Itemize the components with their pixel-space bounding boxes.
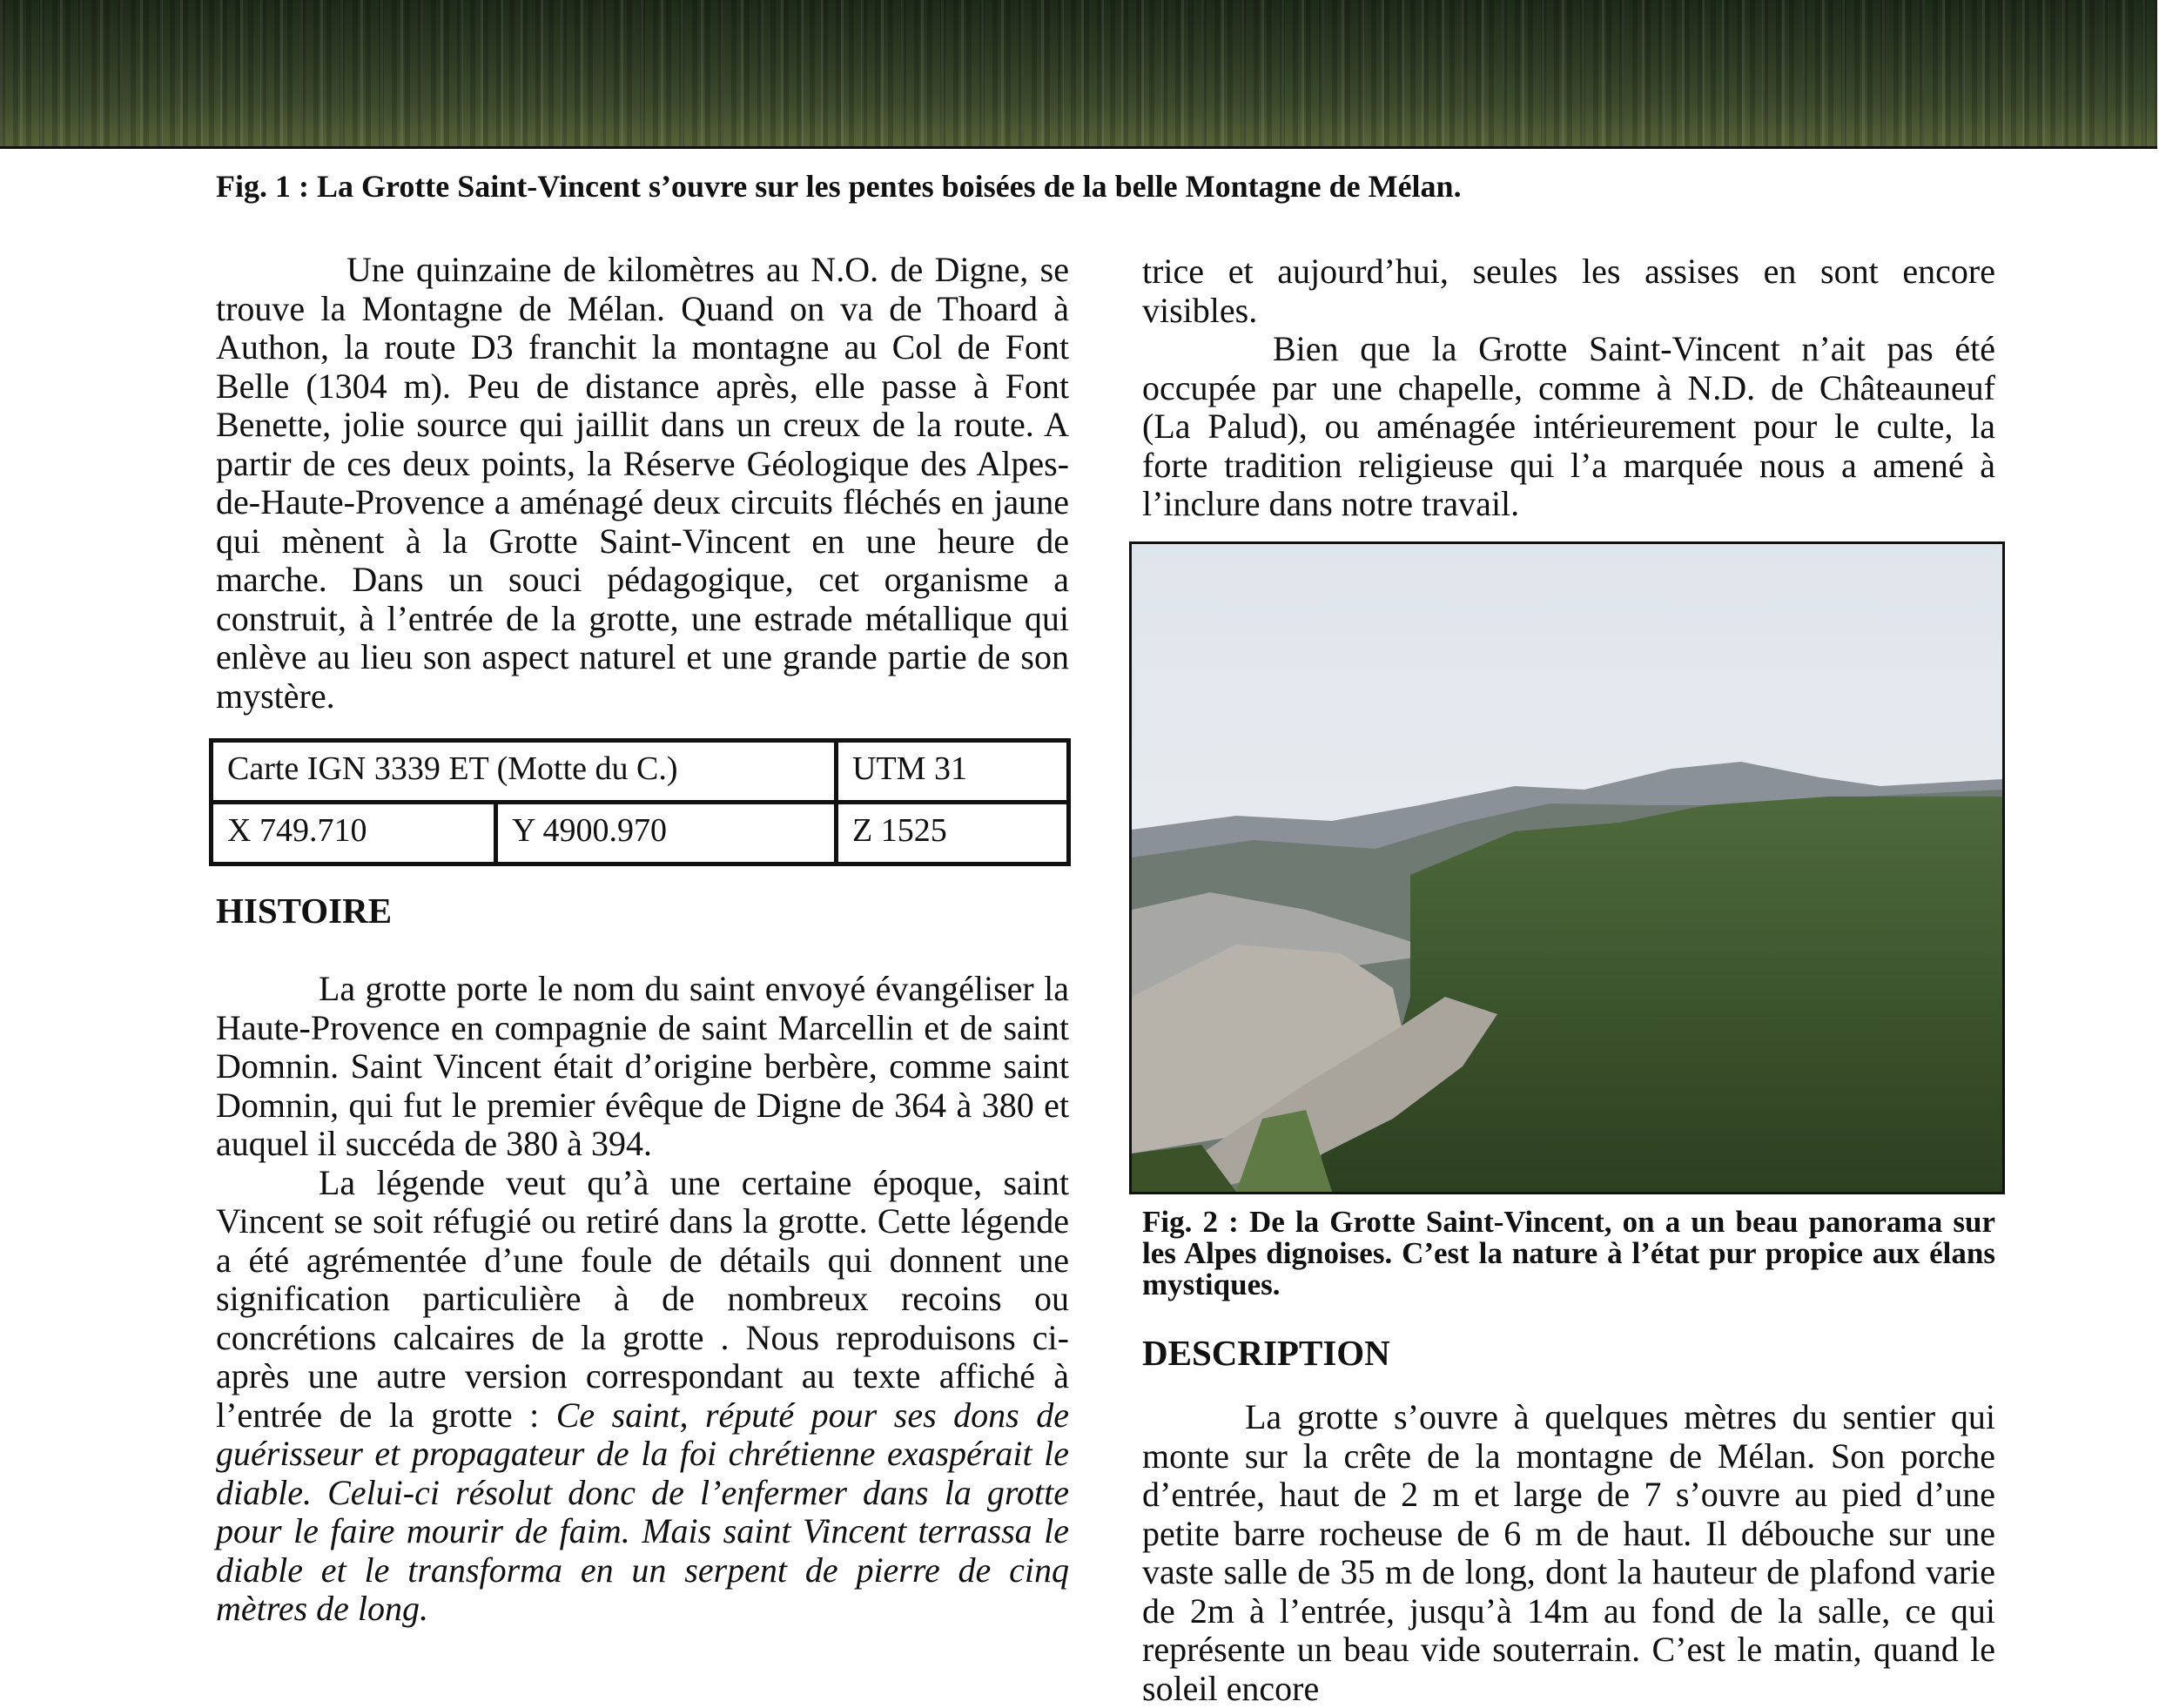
description-heading: DESCRIPTION	[1142, 1333, 1390, 1373]
figure-1-caption: Fig. 1 : La Grotte Saint-Vincent s’ouvre sur les pentes boisées de la belle Montagne de Mélan.	[216, 169, 1462, 204]
chapelle-paragraph: Bien que la Grotte Saint-Vincent n’ait pas été occupée par une chapelle, comme à N.D. de Châteauneuf (La Palud), ou aménagée intérieurement pour le culte, la forte tradition religieuse qui l’a marquée nous a amené à l’inclure dans notre travail.	[1142, 329, 1995, 523]
histoire-paragraph-2	[216, 1164, 1069, 1629]
intro-section	[216, 251, 1069, 716]
legend-text: La légende veut qu’à une certaine époque, saint Vincent se soit réfugié ou retiré dans la grotte. Cette légende a été agrémentée d’une foule de détails qui donnent une signification particulière à de nombreux recoins ou concrétions calcaires de la grotte . Nous reproduisons ci-après une autre version correspondant au texte affiché à l’entrée de la grotte :	[216, 1162, 1069, 1435]
legend-quote: Ce saint, réputé pour ses dons de guérisseur et propagateur de la foi chrétienne exaspérait le diable. Celui-ci résolut donc de l’enfermer dans la grotte pour le faire mourir de faim. Mais saint Vincent terrassa le diable et le transforma en un serpent de pierre de cinq mètres de long.	[216, 1395, 1069, 1628]
continued-paragraph: trice et aujourd’hui, seules les assises en sont encore visibles.	[1142, 252, 1995, 330]
z-cell: Z 1525	[837, 803, 1069, 864]
coordinates-table	[209, 738, 1071, 866]
panorama-photo	[1129, 541, 2005, 1194]
intro-paragraph: Une quinzaine de kilomètres au N.O. de Digne, se trouve la Montagne de Mélan. Quand on va de Thoard à Authon, la route D3 franchit la montagne au Col de Font Belle (1304 m). Peu de distance après, elle passe à Font Benette, jolie source qui jaillit dans un creux de la route. A partir de ces deux points, la Réserve Géologique des Alpes-de-Haute-Provence a aménagé deux circuits fléchés en jaune qui mènent à la Grotte Saint-Vincent en une heure de marche. Dans un souci pédagogique, cet organisme a construit, à l’entrée de la grotte, une estrade métallique qui enlève au lieu son aspect naturel et une grande partie de son mystère.	[216, 250, 1069, 716]
x-cell: X 749.710	[212, 803, 496, 864]
figure-2-caption: Fig. 2 : De la Grotte Saint-Vincent, on a un beau panorama sur les Alpes dignoises. C’est la nature à l’état pur propice aux élans mystiques.	[1142, 1205, 1995, 1301]
histoire-heading: HISTOIRE	[216, 891, 393, 931]
description-section	[1142, 1398, 1995, 1708]
histoire-paragraph-1: La grotte porte le nom du saint envoyé évangéliser la Haute-Provence en compagnie de saint Marcellin et de saint Domnin. Saint Vincent était d’origine berbère, comme saint Domnin, qui fut le premier évêque de Digne de 364 à 380 et auquel il succéda de 380 à 394.	[216, 969, 1069, 1163]
table-row	[212, 741, 1069, 803]
y-cell: Y 4900.970	[496, 803, 837, 864]
histoire-section	[216, 970, 1069, 1629]
panorama-illustration	[1132, 544, 2002, 1192]
right-top-section	[1142, 252, 1995, 524]
forest-photo	[0, 0, 2157, 149]
table-row	[212, 803, 1069, 864]
map-cell: Carte IGN 3339 ET (Motte du C.)	[212, 741, 837, 803]
description-paragraph: La grotte s’ouvre à quelques mètres du sentier qui monte sur la crête de la montagne de Mélan. Son porche d’entrée, haut de 2 m et large de 7 s’ouvre au pied d’une petite barre rocheuse de 6 m de haut. Il débouche sur une vaste salle de 35 m de long, dont la hauteur de plafond varie de 2m à l’entrée, jusqu’à 14m au fond de la salle, ce qui représente un beau vide souterrain. C’est le matin, quand le soleil encore	[1142, 1397, 1995, 1708]
utm-cell: UTM 31	[837, 741, 1069, 803]
